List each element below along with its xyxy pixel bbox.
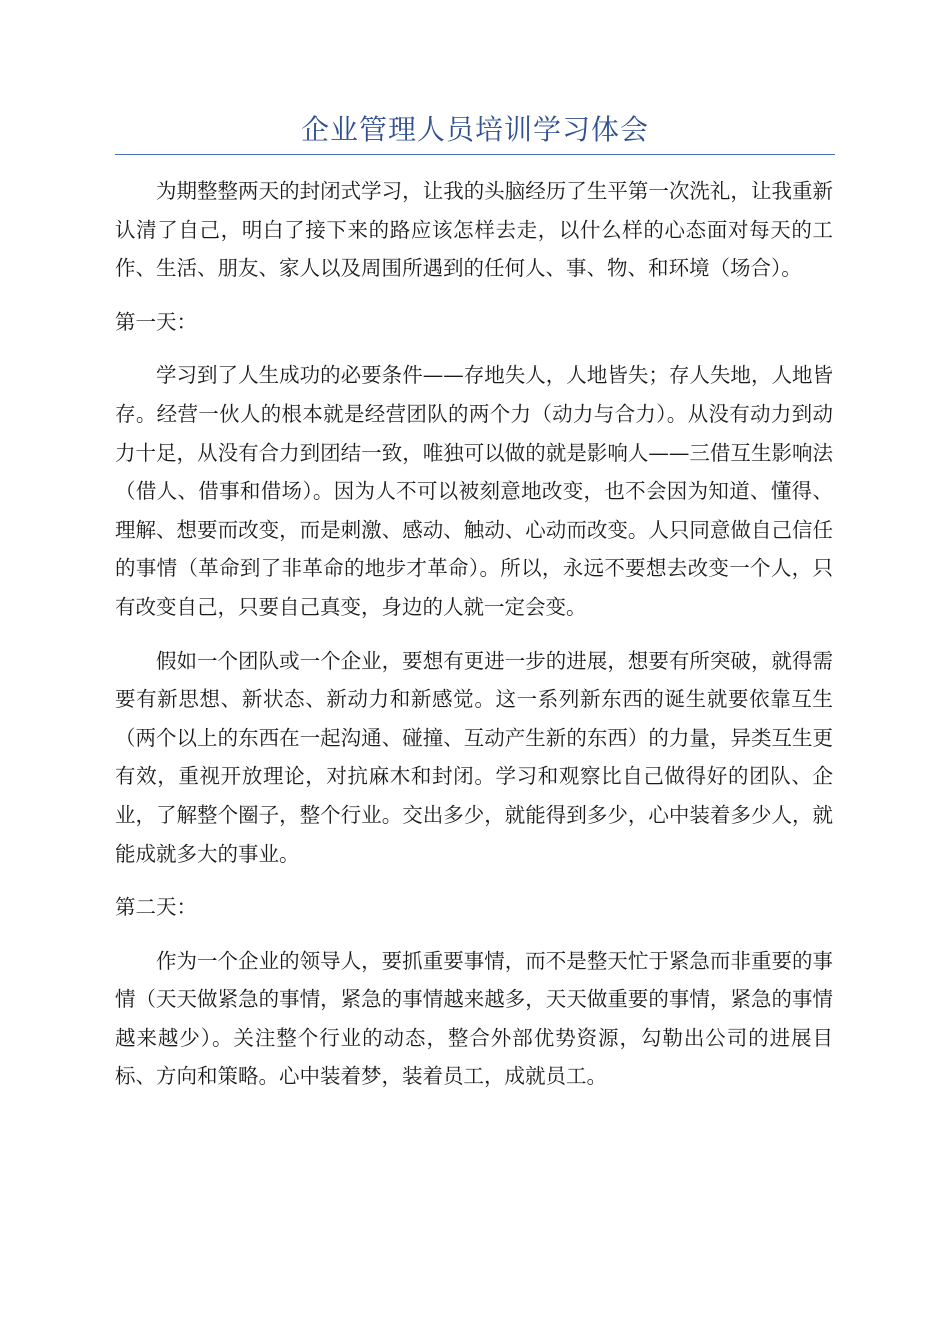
paragraph-day-one-2: 假如一个团队或一个企业，要想有更进一步的进展，想要有所突破，就得需要有新思想、新状态、新动力和新感觉。这一系列新东西的诞生就要依靠互生（两个以上的东西在一起沟通、碰撞、互动产生新的东西）的力量，异类互生更有效，重视开放理论，对抗麻木和封闭。学习和观察比自己做得好的团队、企业，了解整个圈子，整个行业。交出多少，就能得到多少，心中装着多少人，就能成就多大的事业。: [115, 648, 833, 866]
document-title: 企业管理人员培训学习体会: [300, 113, 649, 146]
paragraph-intro: 为期整整两天的封闭式学习，让我的头脑经历了生平第一次洗礼，让我重新认清了自己，明白了接下来的路应该怎样去走，以什么样的心态面对每天的工作、生活、朋友、家人以及周围所遇到的任何人、事、物、和环境（场合）。: [115, 179, 833, 281]
document-body: [115, 172, 833, 1111]
paragraph-day-two-1: 作为一个企业的领导人，要抓重要事情，而不是整天忙于紧急而非重要的事情（天天做紧急的事情，紧急的事情越来越多，天天做重要的事情，紧急的事情越来越少）。关注整个行业的动态，整合外部优势资源，勾勒出公司的进展目标、方向和策略。心中装着梦，装着员工，成就员工。: [115, 948, 833, 1089]
section-heading-day-two: 第二天：: [115, 895, 197, 920]
section-heading-day-one: 第一天：: [115, 309, 197, 334]
title-underline: [115, 154, 835, 155]
paragraph-day-one-1: 学习到了人生成功的必要条件——存地失人，人地皆失；存人失地，人地皆存。经营一伙人的根本就是经营团队的两个力（动力与合力）。从没有动力到动力十足，从没有合力到团结一致，唯独可以做的就是影响人——三借互生影响法（借人、借事和借场）。因为人不可以被刻意地改变，也不会因为知道、懂得、理解、想要而改变，而是刺激、感动、触动、心动而改变。人只同意做自己信任的事情（革命到了非革命的地步才革命）。所以，永远不要想去改变一个人，只有改变自己，只要自己真变，身边的人就一定会变。: [115, 363, 833, 619]
